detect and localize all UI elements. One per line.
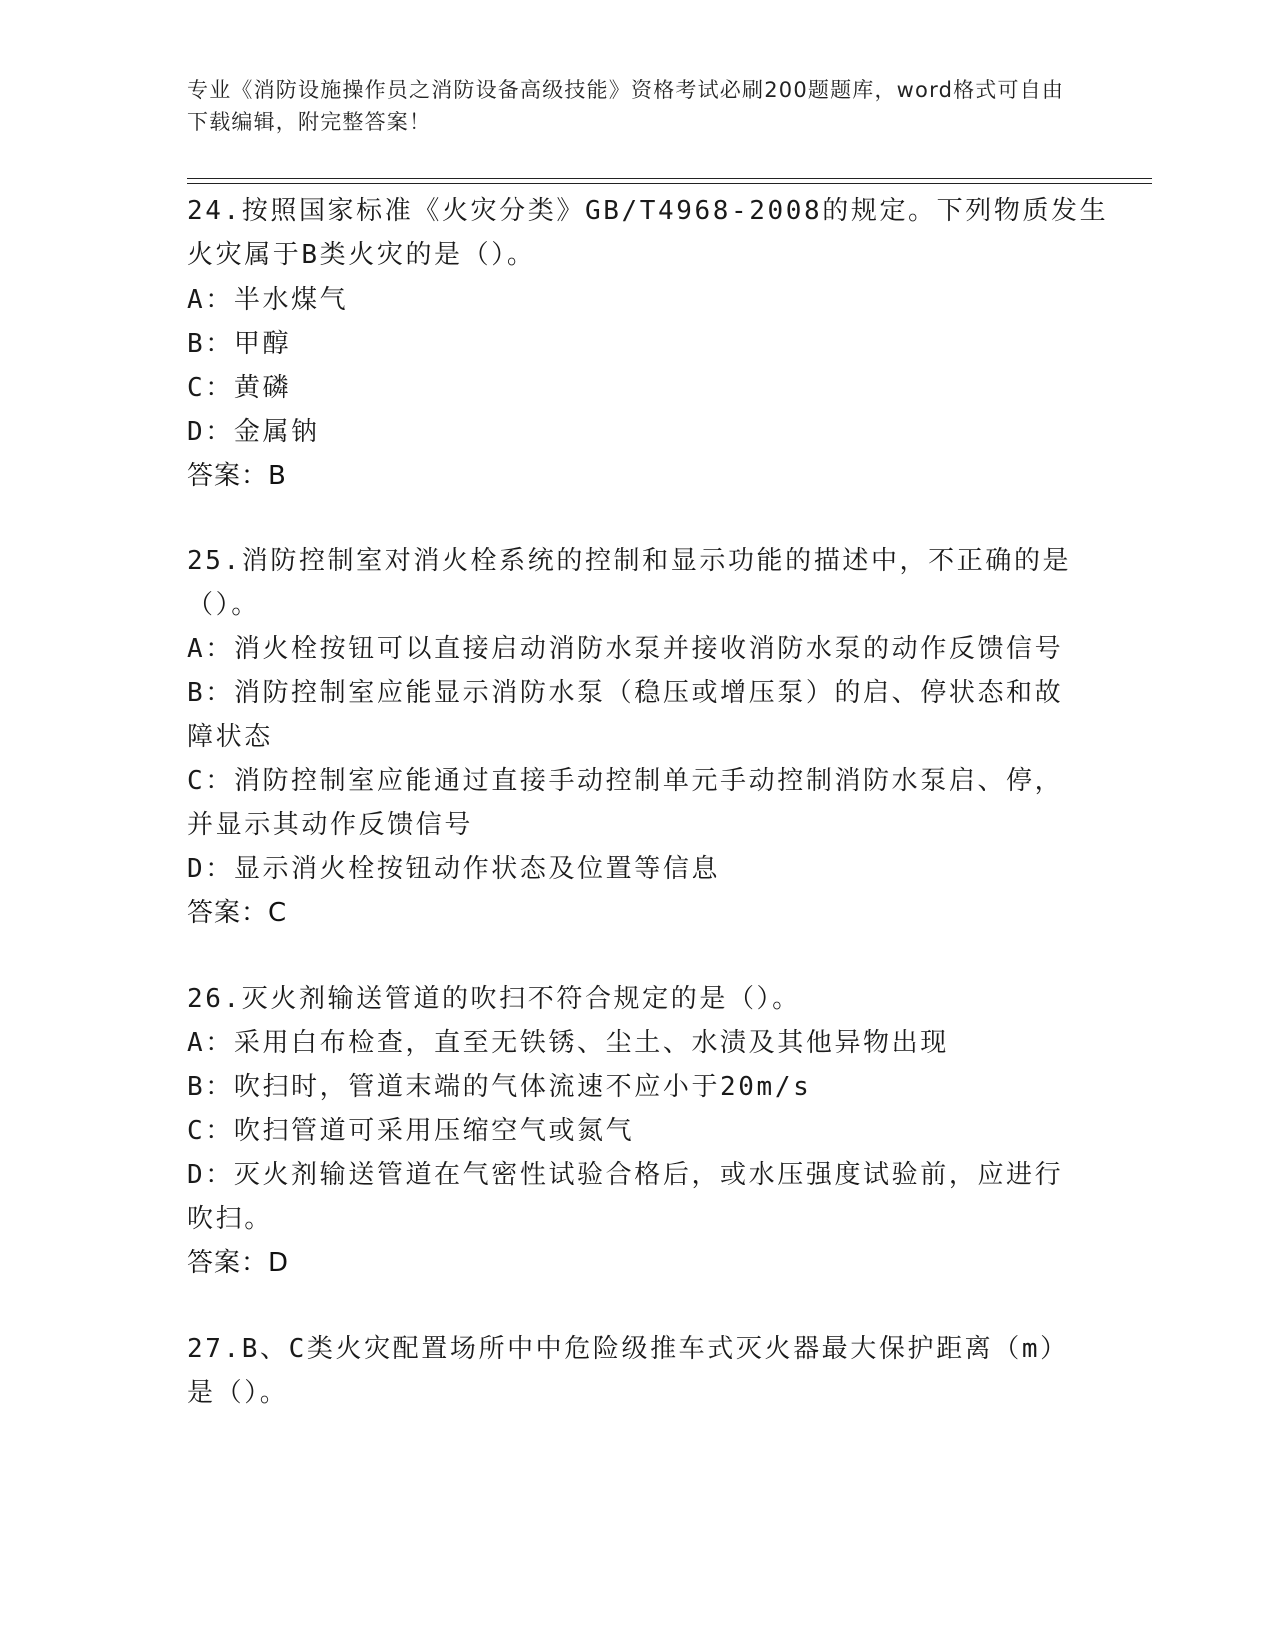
question-26-text-line-1: 26.灭火剂输送管道的吹扫不符合规定的是（）。 [187,984,801,1014]
header-divider-top [187,178,1152,179]
document-header: 专业《消防设施操作员之消防设备高级技能》资格考试必刷200题题库，word格式可自由下载编辑，附完整答案！ [187,78,1065,134]
question-25-option-d: D：显示消火栓按钮动作状态及位置等信息 [187,854,721,884]
question-26-option-a: A：采用白布检查，直至无铁锈、尘土、水渍及其他异物出现 [187,1028,949,1058]
question-26-answer: 答案：D [187,1248,290,1278]
question-24-option-d: D：金属钠 [187,417,320,447]
question-24-option-b: B：甲醇 [187,329,292,359]
question-26-option-d-line-2: 吹扫。 [187,1204,273,1234]
question-25-option-c-line-2: 并显示其动作反馈信号 [187,810,474,840]
question-24-answer: 答案：B [187,461,287,491]
question-24-text-line-1: 24.按照国家标准《火灾分类》GB/T4968-2008的规定。下列物质发生 [187,196,1109,226]
question-27-text-line-1: 27.B、C类火灾配置场所中中危险级推车式灭火器最大保护距离（m） [187,1334,1069,1364]
question-26-option-d-line-1: D：灭火剂输送管道在气密性试验合格后，或水压强度试验前，应进行 [187,1160,1064,1190]
question-27-text-line-2: 是（）。 [187,1378,289,1408]
question-25-option-c-line-1: C：消防控制室应能通过直接手动控制单元手动控制消防水泵启、停， [187,766,1064,796]
question-24-option-a: A：半水煤气 [187,285,349,315]
question-25-text-line-1: 25.消防控制室对消火栓系统的控制和显示功能的描述中，不正确的是 [187,546,1072,576]
question-24-option-c: C：黄磷 [187,373,292,403]
question-25-option-b-line-2: 障状态 [187,722,273,752]
header-divider-bottom [187,183,1152,184]
question-25-option-b-line-1: B：消防控制室应能显示消防水泵（稳压或增压泵）的启、停状态和故 [187,678,1064,708]
question-25-option-a: A：消火栓按钮可以直接启动消防水泵并接收消防水泵的动作反馈信号 [187,634,1064,664]
question-24-text-line-2: 火灾属于B类火灾的是（）。 [187,240,536,270]
question-26-option-c: C：吹扫管道可采用压缩空气或氮气 [187,1116,635,1146]
question-25-answer: 答案：C [187,898,288,928]
question-26-option-b: B：吹扫时，管道末端的气体流速不应小于20m/s [187,1072,812,1102]
question-25-text-line-2: （）。 [187,590,260,620]
